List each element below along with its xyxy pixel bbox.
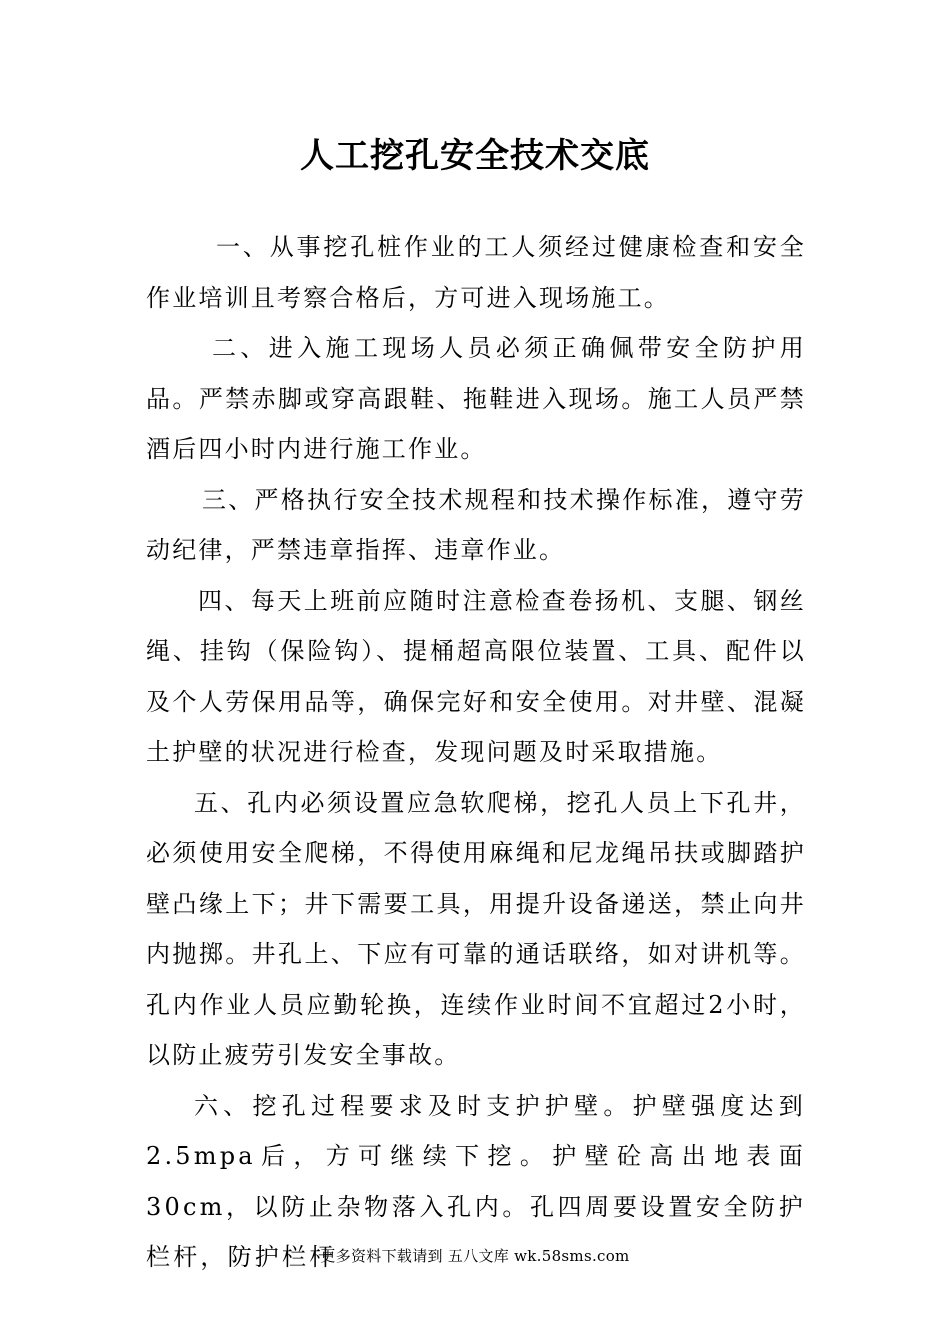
paragraph-3: 三、严格执行安全技术规程和技术操作标准，遵守劳动纪律，严禁违章指挥、违章作业。 [146,485,806,564]
document-title: 人工挖孔安全技术交底 [300,136,650,176]
paragraph-5: 五、孔内必须设置应急软爬梯，挖孔人员上下孔井，必须使用安全爬梯，不得使用麻绳和尼龙绳吊扶或脚踏护壁凸缘上下；井下需要工具，用提升设备递送，禁止向井内抛掷。井孔上、下应有可靠的通话联络，如对讲机等。孔内作业人员应勤轮换，连续作业时间不宜超过2小时，以防止疲劳引发安全事故。 [146,788,806,1069]
paragraph-2: 二、进入施工现场人员必须正确佩带安全防护用品。严禁赤脚或穿高跟鞋、拖鞋进入现场。施工人员严禁酒后四小时内进行施工作业。 [146,334,806,463]
paragraph-4: 四、每天上班前应随时注意检查卷扬机、支腿、钢丝绳、挂钩（保险钩）、提桶超高限位装置、工具、配件以及个人劳保用品等，确保完好和安全使用。对井壁、混凝土护壁的状况进行检查，发现问题及时采取措施。 [146,586,806,766]
paragraph-1: 一、从事挖孔桩作业的工人须经过健康检查和安全作业培训且考察合格后，方可进入现场施工。 [146,233,806,312]
paragraph-6: 六、挖孔过程要求及时支护护壁。护壁强度达到2.5mpa后，方可继续下挖。护壁砼高出地表面30cm，以防止杂物落入孔内。孔四周要设置安全防护栏杆，防护栏杆 [146,1091,806,1271]
document-body [146,222,806,1283]
page-footer: 更多资料下载请到 五八文库 wk.58sms.com [320,1247,630,1265]
